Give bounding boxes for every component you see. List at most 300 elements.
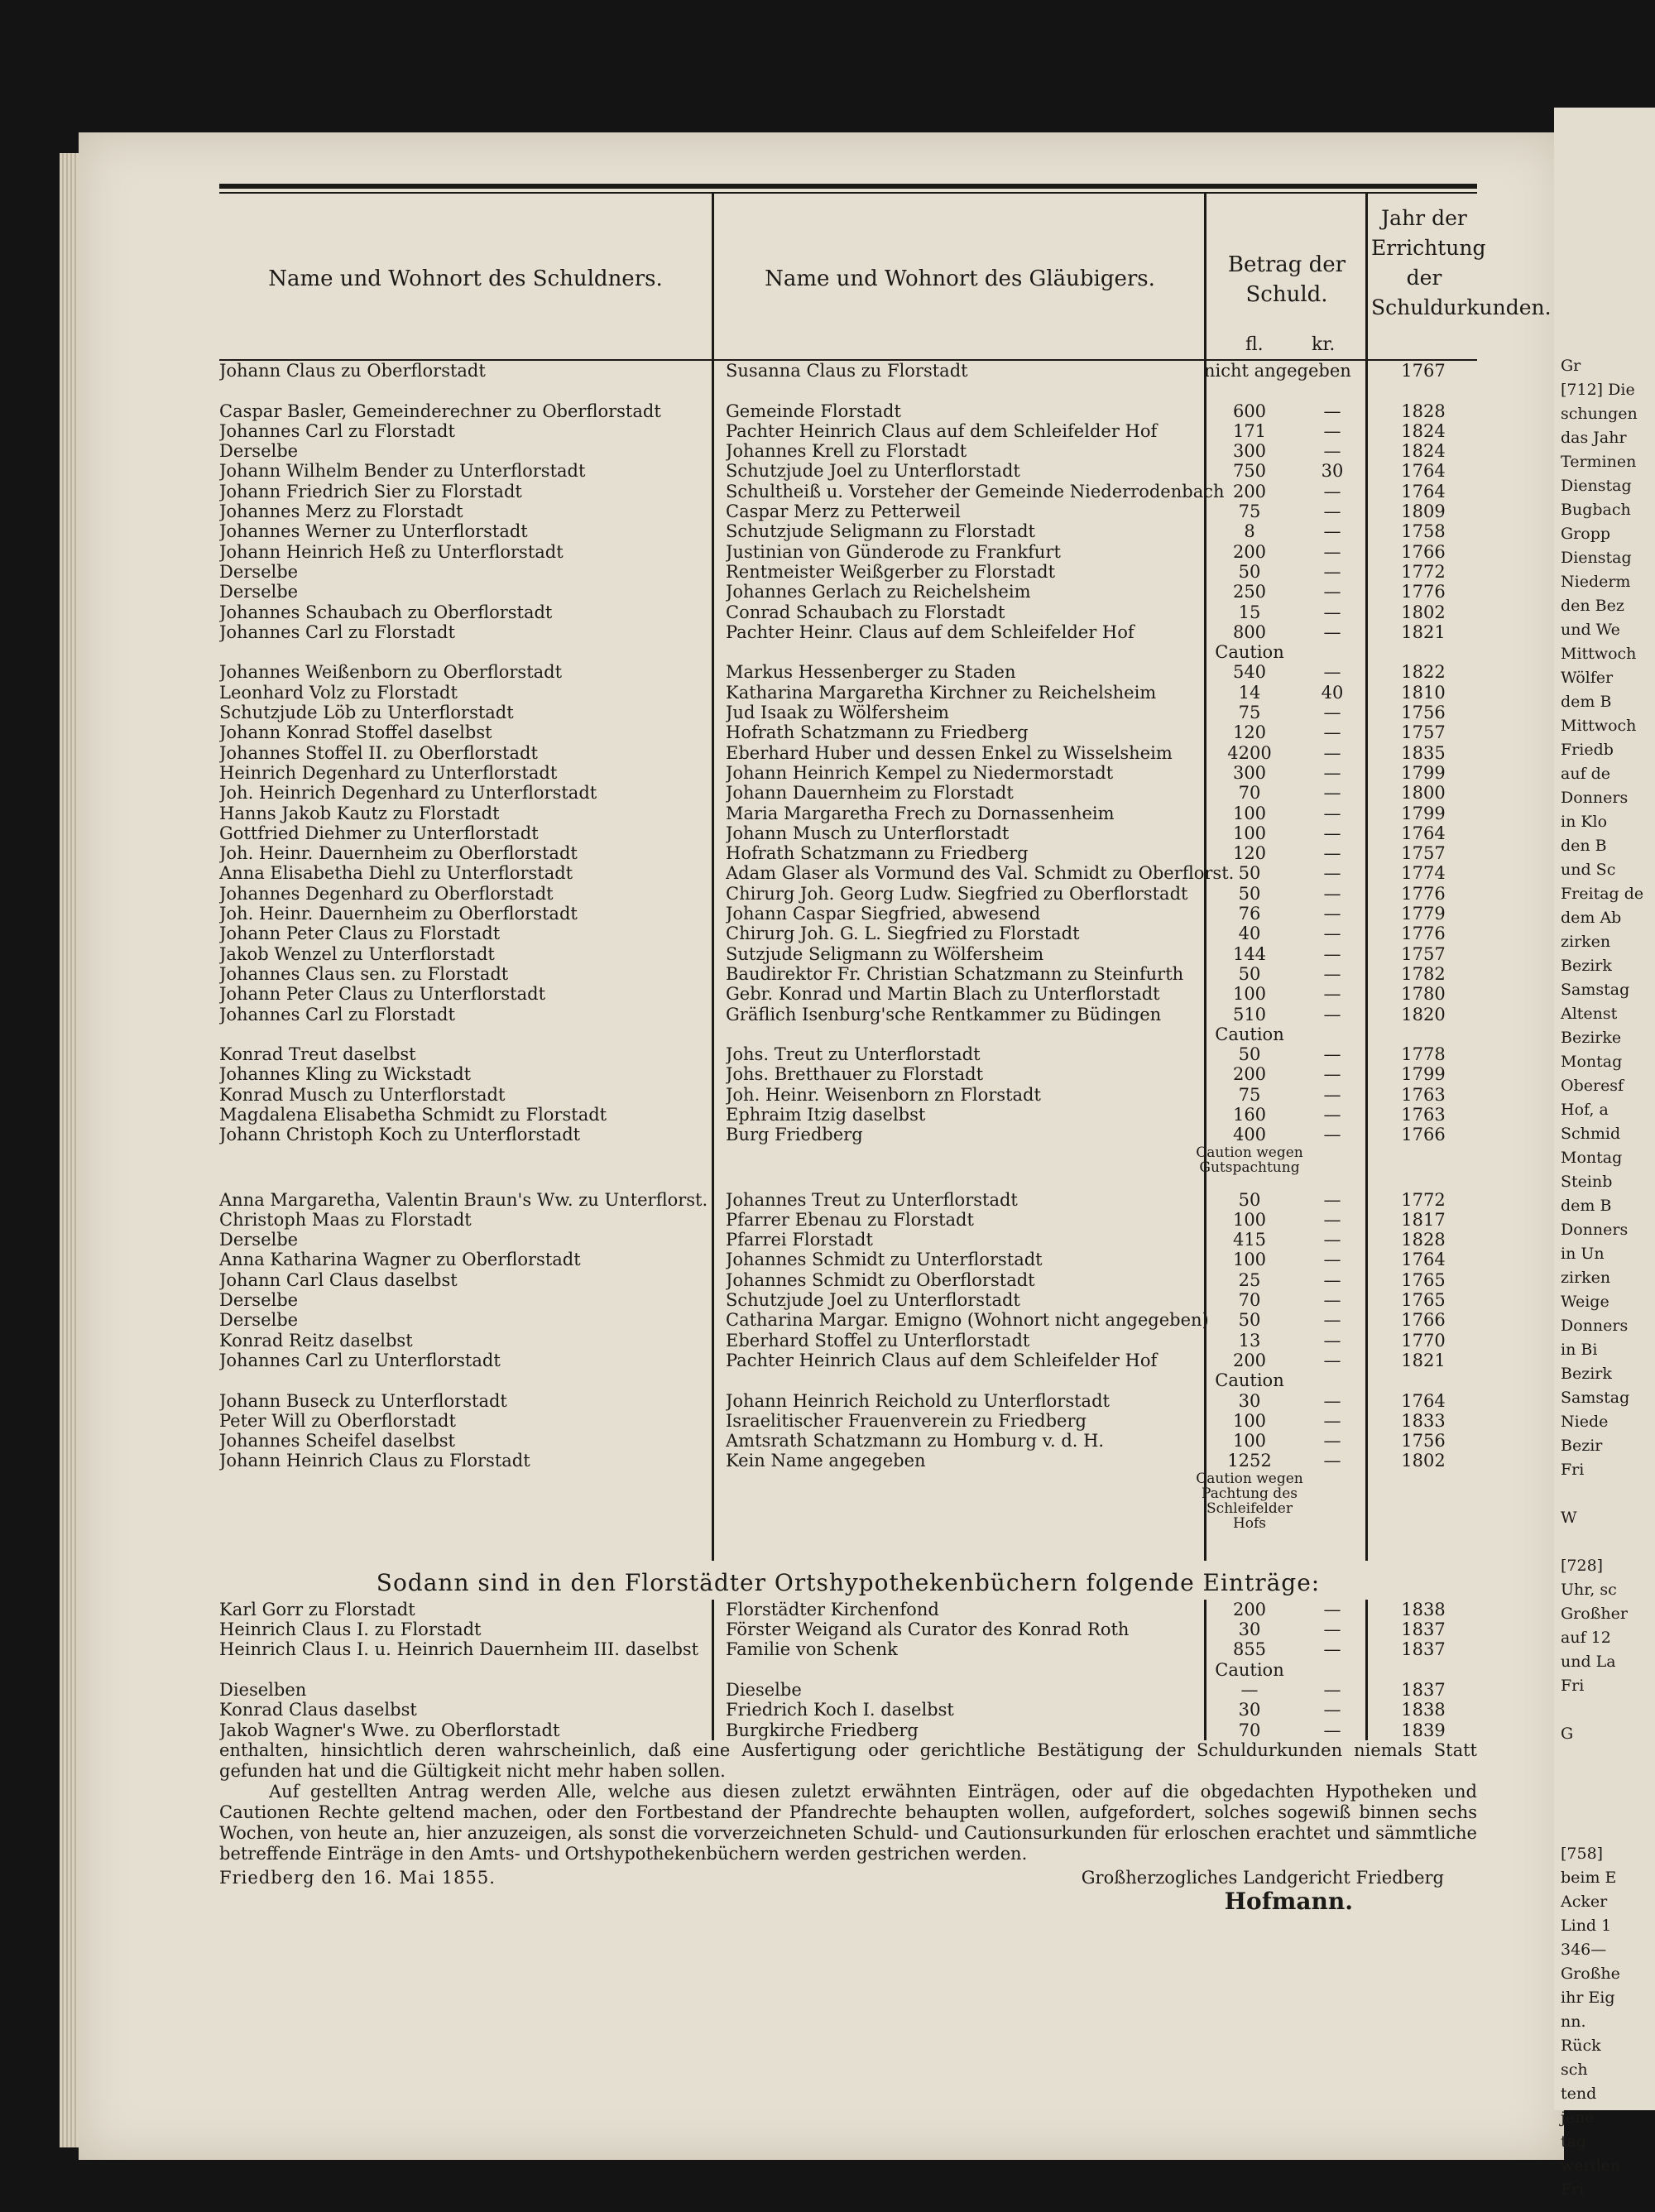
amount-kr-cell: — bbox=[1323, 441, 1341, 462]
year-cell: 1757 bbox=[1401, 843, 1446, 864]
debt-table-2 bbox=[219, 1600, 1477, 1740]
adjacent-page-line: Bezirk bbox=[1561, 957, 1612, 975]
year-cell: 1756 bbox=[1401, 703, 1446, 723]
amount-fl-cell: 4200 bbox=[1227, 742, 1272, 763]
debtor-cell: Leonhard Volz zu Florstadt bbox=[219, 682, 458, 703]
top-rule bbox=[219, 184, 1477, 194]
amount-fl-cell: 70 bbox=[1238, 783, 1261, 804]
creditor-cell: Johann Musch zu Unterflorstadt bbox=[726, 823, 1010, 843]
adjacent-page-line: Friedb bbox=[1561, 741, 1614, 759]
debtor-cell: Johann Peter Claus zu Florstadt bbox=[219, 924, 501, 944]
document-content bbox=[219, 184, 1552, 1915]
amount-fl-cell: Caution bbox=[1215, 1024, 1284, 1044]
year-cell: 1765 bbox=[1401, 1269, 1446, 1290]
year-cell: 1776 bbox=[1401, 924, 1446, 944]
amount-fl-cell: 540 bbox=[1232, 662, 1267, 683]
table-row bbox=[219, 763, 1477, 783]
adjacent-page-line: Weige bbox=[1561, 1293, 1609, 1311]
adjacent-page-line: Donners bbox=[1561, 1221, 1629, 1239]
amount-fl-cell: 200 bbox=[1232, 1350, 1267, 1370]
debtor-cell: Johann Heinrich Claus zu Florstadt bbox=[219, 1451, 530, 1471]
amount-fl-cell: 30 bbox=[1238, 1619, 1261, 1640]
debtor-cell: Anna Elisabetha Diehl zu Unterflorstadt bbox=[219, 863, 573, 884]
amount-kr-cell: — bbox=[1323, 1410, 1341, 1431]
amount-kr-cell: — bbox=[1323, 401, 1341, 421]
year-cell: 1822 bbox=[1401, 662, 1446, 683]
table-row bbox=[219, 642, 1477, 662]
amount-kr-cell: — bbox=[1323, 602, 1341, 622]
creditor-cell: Eberhard Huber und dessen Enkel zu Wisselsheim bbox=[726, 742, 1173, 763]
amount-kr-cell: — bbox=[1323, 924, 1341, 944]
debtor-cell: Johann Christoph Koch zu Unterflorstadt bbox=[219, 1125, 581, 1145]
amount-fl-cell: 50 bbox=[1238, 1044, 1261, 1065]
amount-kr-cell: — bbox=[1323, 1290, 1341, 1311]
amount-fl-cell: 50 bbox=[1238, 863, 1261, 884]
amount-fl-cell: 200 bbox=[1232, 541, 1267, 562]
creditor-cell: Ephraim Itzig daselbst bbox=[726, 1104, 926, 1125]
creditor-cell: Baudirektor Fr. Christian Schatzmann zu Steinfurth bbox=[726, 963, 1184, 984]
debtor-cell: Joh. Heinr. Dauernheim zu Oberflorstadt bbox=[219, 904, 578, 924]
adjacent-page-line: [758] bbox=[1561, 1845, 1604, 1863]
table-row bbox=[219, 521, 1477, 541]
amount-fl-cell: 200 bbox=[1232, 481, 1267, 501]
amount-fl-cell: Caution wegen Pachtung des Schleifelder Hofs bbox=[1196, 1470, 1303, 1532]
amount-fl-cell: Caution bbox=[1215, 642, 1284, 663]
table-row bbox=[219, 1125, 1477, 1144]
creditor-cell: Hofrath Schatzmann zu Friedberg bbox=[726, 722, 1029, 743]
amount-kr-cell: — bbox=[1323, 1639, 1341, 1660]
debtor-cell: Johann Carl Claus daselbst bbox=[219, 1269, 458, 1290]
amount-kr-cell: — bbox=[1323, 1084, 1341, 1105]
amount-kr-cell: — bbox=[1323, 1209, 1341, 1230]
debtor-cell: Johann Buseck zu Unterflorstadt bbox=[219, 1390, 507, 1411]
table-row bbox=[219, 1210, 1477, 1230]
footer-paragraph: enthalten, hinsichtlich deren wahrscheinlich, daß eine Ausfertigung oder gerichtliche Bestätigung der Schuldurkunden niemals Statt gefunden hat und die Gültigkeit nicht mehr haben sollen. bbox=[219, 1739, 1477, 1781]
year-cell: 1837 bbox=[1401, 1619, 1446, 1640]
amount-fl-cell: 13 bbox=[1238, 1330, 1261, 1351]
amount-kr-cell: — bbox=[1323, 582, 1341, 602]
table-row bbox=[219, 1085, 1477, 1105]
debtor-cell: Johannes Kling zu Wickstadt bbox=[219, 1064, 472, 1085]
amount-fl-cell: 100 bbox=[1232, 1209, 1267, 1230]
table-row bbox=[219, 1044, 1477, 1064]
creditor-cell: Schutzjude Joel zu Unterflorstadt bbox=[726, 461, 1020, 482]
year-cell: 1838 bbox=[1401, 1599, 1446, 1619]
adjacent-page-line: Donners bbox=[1561, 1317, 1629, 1335]
year-cell: 1828 bbox=[1401, 401, 1446, 421]
amount-kr-cell: — bbox=[1323, 823, 1341, 843]
adjacent-page-line: nn. bbox=[1561, 2013, 1586, 2031]
table-row bbox=[219, 1639, 1477, 1659]
year-cell: 1799 bbox=[1401, 803, 1446, 823]
table-header bbox=[219, 194, 1552, 361]
creditor-cell: Conrad Schaubach zu Florstadt bbox=[726, 602, 1005, 622]
creditor-cell: Gebr. Konrad und Martin Blach zu Unterflorstadt bbox=[726, 984, 1160, 1005]
year-cell: 1766 bbox=[1401, 1310, 1446, 1331]
debtor-cell: Johannes Stoffel II. zu Oberflorstadt bbox=[219, 742, 538, 763]
year-cell: 1817 bbox=[1401, 1209, 1446, 1230]
creditor-cell: Eberhard Stoffel zu Unterflorstadt bbox=[726, 1330, 1030, 1351]
year-cell: 1765 bbox=[1401, 1290, 1446, 1311]
debtor-cell: Magdalena Elisabetha Schmidt zu Florstadt bbox=[219, 1104, 607, 1125]
amount-kr-cell: — bbox=[1323, 1104, 1341, 1125]
adjacent-page-line: Fri bbox=[1561, 1677, 1585, 1695]
year-cell: 1810 bbox=[1401, 682, 1446, 703]
creditor-cell: Johann Heinrich Reichold zu Unterflorstadt bbox=[726, 1390, 1110, 1411]
adjacent-page-line: und We bbox=[1561, 621, 1620, 639]
year-cell: 1780 bbox=[1401, 984, 1446, 1005]
debtor-cell: Konrad Claus daselbst bbox=[219, 1700, 417, 1720]
amount-kr-cell: — bbox=[1323, 904, 1341, 924]
table-row bbox=[219, 381, 1477, 401]
amount-kr-cell: — bbox=[1323, 1230, 1341, 1250]
creditor-cell: Friedrich Koch I. daselbst bbox=[726, 1700, 954, 1720]
header-debtor: Name und Wohnort des Schuldners. bbox=[268, 266, 663, 291]
creditor-cell: Susanna Claus zu Florstadt bbox=[726, 361, 968, 381]
creditor-cell: Johannes Krell zu Florstadt bbox=[726, 441, 967, 462]
amount-kr-cell: — bbox=[1323, 722, 1341, 743]
table-row bbox=[219, 1391, 1477, 1411]
adjacent-page-line: jene bbox=[1561, 2109, 1595, 2127]
adjacent-page-line: auf de bbox=[1561, 765, 1611, 783]
adjacent-page-line: Oberesf bbox=[1561, 1077, 1624, 1095]
year-cell: 1824 bbox=[1401, 420, 1446, 441]
amount-fl-cell: 70 bbox=[1238, 1720, 1261, 1740]
creditor-cell: Gemeinde Florstadt bbox=[726, 401, 901, 421]
debtor-cell: Derselbe bbox=[219, 1290, 299, 1311]
debtor-cell: Christoph Maas zu Florstadt bbox=[219, 1209, 472, 1230]
column-divider bbox=[1204, 194, 1206, 359]
debtor-cell: Johannes Carl zu Florstadt bbox=[219, 1004, 455, 1024]
amount-fl-cell: 250 bbox=[1232, 582, 1267, 602]
debtor-cell: Konrad Treut daselbst bbox=[219, 1044, 416, 1065]
creditor-cell: Schultheiß u. Vorsteher der Gemeinde Niederrodenbach bbox=[726, 481, 1225, 501]
year-cell: 1757 bbox=[1401, 943, 1446, 964]
amount-fl-cell: 50 bbox=[1238, 1189, 1261, 1210]
amount-kr-cell: — bbox=[1323, 1350, 1341, 1370]
table-row bbox=[219, 482, 1477, 501]
year-cell: 1772 bbox=[1401, 1189, 1446, 1210]
adjacent-page-line: Montag bbox=[1561, 1053, 1623, 1071]
debtor-cell: Joh. Heinrich Degenhard zu Unterflorstadt bbox=[219, 783, 597, 804]
debtor-cell: Peter Will zu Oberflorstadt bbox=[219, 1410, 456, 1431]
adjacent-page-line: Samstag bbox=[1561, 1389, 1630, 1407]
table-row bbox=[219, 964, 1477, 984]
year-cell: 1764 bbox=[1401, 461, 1446, 482]
amount-fl-cell: 171 bbox=[1232, 420, 1267, 441]
amount-kr-cell: — bbox=[1323, 1619, 1341, 1640]
adjacent-page-line: Großher bbox=[1561, 1605, 1628, 1623]
debtor-cell: Dieselben bbox=[219, 1679, 307, 1700]
amount-fl-cell: 70 bbox=[1238, 1290, 1261, 1311]
amount-fl-cell: 30 bbox=[1238, 1390, 1261, 1411]
amount-kr-cell: — bbox=[1323, 420, 1341, 441]
debtor-cell: Konrad Reitz daselbst bbox=[219, 1330, 413, 1351]
amount-fl-cell: 400 bbox=[1232, 1125, 1267, 1145]
amount-fl-cell: 800 bbox=[1232, 621, 1267, 642]
amount-kr-cell: — bbox=[1323, 762, 1341, 783]
creditor-cell: Catharina Margar. Emigno (Wohnort nicht angegeben) bbox=[726, 1310, 1209, 1331]
adjacent-page-line: Wölfer bbox=[1561, 669, 1614, 687]
debtor-cell: Schutzjude Löb zu Unterflorstadt bbox=[219, 703, 514, 723]
creditor-cell: Sutzjude Seligmann zu Wölfersheim bbox=[726, 943, 1044, 964]
year-cell: 1824 bbox=[1401, 441, 1446, 462]
adjacent-page-line: Gr bbox=[1561, 357, 1581, 375]
table-row bbox=[219, 622, 1477, 642]
year-cell: 1764 bbox=[1401, 823, 1446, 843]
adjacent-page-line: in Un bbox=[1561, 1245, 1605, 1263]
debtor-cell: Anna Margaretha, Valentin Braun's Ww. zu Unterflorst. bbox=[219, 1189, 708, 1210]
creditor-cell: Johs. Bretthauer zu Florstadt bbox=[726, 1064, 984, 1085]
amount-fl-cell: 50 bbox=[1238, 1310, 1261, 1331]
adjacent-page-line: und Sc bbox=[1561, 861, 1616, 879]
year-cell: 1778 bbox=[1401, 1044, 1446, 1065]
year-cell: 1756 bbox=[1401, 1431, 1446, 1451]
creditor-cell: Johannes Gerlach zu Reichelsheim bbox=[726, 582, 1031, 602]
table-row bbox=[219, 1720, 1477, 1740]
adjacent-page-line: Mittwoch bbox=[1561, 717, 1637, 735]
year-cell: 1758 bbox=[1401, 521, 1446, 542]
amount-fl-cell: 1252 bbox=[1227, 1451, 1272, 1471]
amount-fl-cell: Caution bbox=[1215, 1659, 1284, 1680]
amount-fl-cell: 25 bbox=[1238, 1269, 1261, 1290]
creditor-cell: Pfarrer Ebenau zu Florstadt bbox=[726, 1209, 974, 1230]
year-cell: 1764 bbox=[1401, 1390, 1446, 1411]
amount-kr-cell: — bbox=[1323, 1125, 1341, 1145]
table-row bbox=[219, 1600, 1477, 1619]
adjacent-page-line: schungen bbox=[1561, 405, 1638, 423]
creditor-cell: Jud Isaak zu Wölfersheim bbox=[726, 703, 949, 723]
creditor-cell: Chirurg Joh. G. L. Siegfried zu Florstadt bbox=[726, 924, 1080, 944]
amount-kr-cell: — bbox=[1323, 1250, 1341, 1270]
adjacent-page-line: tend bbox=[1561, 2085, 1597, 2103]
debtor-cell: Derselbe bbox=[219, 561, 299, 582]
amount-fl-cell: 855 bbox=[1232, 1639, 1267, 1660]
year-cell: 1764 bbox=[1401, 481, 1446, 501]
adjacent-page-line: zirken bbox=[1561, 933, 1611, 951]
debtor-cell: Heinrich Claus I. zu Florstadt bbox=[219, 1619, 482, 1640]
table-row bbox=[219, 1619, 1477, 1639]
amount-kr-cell: — bbox=[1323, 1679, 1341, 1700]
creditor-cell: Burg Friedberg bbox=[726, 1125, 863, 1145]
amount-kr-cell: — bbox=[1323, 963, 1341, 984]
adjacent-page-line: W bbox=[1561, 1509, 1577, 1527]
adjacent-page-line: den Bez bbox=[1561, 597, 1624, 615]
amount-kr-cell: — bbox=[1323, 1004, 1341, 1024]
adjacent-page-line: Bugbach bbox=[1561, 501, 1631, 519]
amount-fl-cell: 100 bbox=[1232, 1410, 1267, 1431]
year-cell: 1776 bbox=[1401, 582, 1446, 602]
debtor-cell: Johannes Merz zu Florstadt bbox=[219, 501, 463, 522]
amount-kr-cell: — bbox=[1323, 984, 1341, 1005]
table-row bbox=[219, 944, 1477, 964]
adjacent-page-line: Montag bbox=[1561, 1149, 1623, 1167]
amount-fl-cell: 15 bbox=[1238, 602, 1261, 622]
debtor-cell: Jakob Wenzel zu Unterflorstadt bbox=[219, 943, 495, 964]
adjacent-page-line: Lind 1 bbox=[1561, 1917, 1612, 1935]
table-row bbox=[219, 823, 1477, 843]
adjacent-page-line: werden bbox=[1561, 2157, 1621, 2175]
creditor-cell: Amtsrath Schatzmann zu Homburg v. d. H. bbox=[726, 1431, 1105, 1451]
amount-kr-cell: — bbox=[1323, 481, 1341, 501]
amount-fl-cell: 144 bbox=[1232, 943, 1267, 964]
debtor-cell: Johannes Werner zu Unterflorstadt bbox=[219, 521, 528, 542]
year-cell: 1800 bbox=[1401, 783, 1446, 804]
adjacent-page-line: zirken bbox=[1561, 1269, 1611, 1287]
section-heading: Sodann sind in den Florstädter Ortshypothekenbüchern folgende Einträge: bbox=[376, 1568, 1321, 1596]
amount-fl-cell: 50 bbox=[1238, 883, 1261, 904]
adjacent-page-line: auf 12 bbox=[1561, 1629, 1611, 1647]
year-cell: 1821 bbox=[1401, 1350, 1446, 1370]
debtor-cell: Derselbe bbox=[219, 1230, 299, 1250]
debtor-cell: Joh. Heinr. Dauernheim zu Oberflorstadt bbox=[219, 843, 578, 864]
adjacent-page-line: [728] bbox=[1561, 1557, 1604, 1575]
adjacent-page-line: Terminen bbox=[1561, 453, 1637, 471]
amount-fl-cell: 75 bbox=[1238, 703, 1261, 723]
year-cell: 1767 bbox=[1401, 361, 1446, 381]
debtor-cell: Johannes Carl zu Unterflorstadt bbox=[219, 1350, 501, 1370]
creditor-cell: Chirurg Joh. Georg Ludw. Siegfried zu Oberflorstadt bbox=[726, 883, 1188, 904]
table-row bbox=[219, 783, 1477, 803]
table-row bbox=[219, 703, 1477, 722]
amount-fl-cell: 100 bbox=[1232, 803, 1267, 823]
amount-fl-cell: 100 bbox=[1232, 1431, 1267, 1451]
footer-paragraph: Auf gestellten Antrag werden Alle, welche aus diesen zuletzt erwähnten Einträgen, oder auf die obgedachten Hypotheken und Cautionen Rechte geltend machen, oder den Fortbestand der Pfandrechte behaupten wollen, aufgefordert, solches sogewiß binnen sechs Wochen, von heute an, hier anzuzeigen, als sonst die vorverzeichneten Schuld- und Cautionsurkunden für erloschen erachtet und sämmtliche betreffende Einträge in den Amts- und Ortshypothekenbüchern werden gestrichen werden. bbox=[219, 1781, 1477, 1864]
year-cell: 1799 bbox=[1401, 762, 1446, 783]
year-cell: 1763 bbox=[1401, 1104, 1446, 1125]
year-cell: 1820 bbox=[1401, 1004, 1446, 1024]
header-unit-kr: kr. bbox=[1312, 334, 1336, 355]
table-row bbox=[219, 1005, 1477, 1024]
amount-fl-cell: 200 bbox=[1232, 1599, 1267, 1619]
year-cell: 1782 bbox=[1401, 963, 1446, 984]
table-row bbox=[219, 1310, 1477, 1330]
debtor-cell: Johannes Claus sen. zu Florstadt bbox=[219, 963, 509, 984]
table-row bbox=[219, 1270, 1477, 1290]
year-cell: 1833 bbox=[1401, 1410, 1446, 1431]
amount-fl-cell: 50 bbox=[1238, 561, 1261, 582]
year-cell: 1809 bbox=[1401, 501, 1446, 522]
debtor-cell: Johann Friedrich Sier zu Florstadt bbox=[219, 481, 522, 501]
adjacent-page-line: [712] Die bbox=[1561, 381, 1635, 399]
adjacent-page-line: Altenst bbox=[1561, 1005, 1618, 1023]
amount-fl-cell: 600 bbox=[1232, 401, 1267, 421]
amount-kr-cell: — bbox=[1323, 1189, 1341, 1210]
court-name: Großherzogliches Landgericht Friedberg bbox=[1081, 1867, 1444, 1888]
creditor-cell: Johann Dauernheim zu Florstadt bbox=[726, 783, 1014, 804]
amount-fl-cell: 160 bbox=[1232, 1104, 1267, 1125]
table-row bbox=[219, 1471, 1477, 1561]
year-cell: 1766 bbox=[1401, 541, 1446, 562]
amount-kr-cell: — bbox=[1323, 1044, 1341, 1065]
creditor-cell: Florstädter Kirchenfond bbox=[726, 1599, 939, 1619]
debtor-cell: Caspar Basler, Gemeinderechner zu Oberflorstadt bbox=[219, 401, 661, 421]
debtor-cell: Jakob Wagner's Wwe. zu Oberflorstadt bbox=[219, 1720, 560, 1740]
year-cell: 1839 bbox=[1401, 1720, 1446, 1740]
debtor-cell: Derselbe bbox=[219, 1310, 299, 1331]
table-row bbox=[219, 441, 1477, 461]
adjacent-page-line: Samstag bbox=[1561, 981, 1630, 999]
creditor-cell: Pachter Heinr. Claus auf dem Schleifelder Hof bbox=[726, 621, 1135, 642]
adjacent-page-line: tag bbox=[1561, 2133, 1587, 2151]
amount-kr-cell: — bbox=[1323, 662, 1341, 683]
debtor-cell: Johann Heinrich Heß zu Unterflorstadt bbox=[219, 541, 564, 562]
adjacent-page-line: Bezir bbox=[1561, 1437, 1603, 1455]
adjacent-page-line: beim E bbox=[1561, 1869, 1617, 1887]
amount-kr-cell: — bbox=[1323, 621, 1341, 642]
table-row bbox=[219, 401, 1477, 421]
table-row bbox=[219, 1660, 1477, 1680]
amount-fl-cell: 75 bbox=[1238, 1084, 1261, 1105]
table-row bbox=[219, 924, 1477, 943]
amount-kr-cell: — bbox=[1323, 1390, 1341, 1411]
amount-fl-cell: 40 bbox=[1238, 924, 1261, 944]
table-row bbox=[219, 582, 1477, 602]
table-row bbox=[219, 1190, 1477, 1210]
amount-kr-cell: — bbox=[1323, 541, 1341, 562]
adjacent-page-line: Acker bbox=[1561, 1893, 1608, 1911]
debtor-cell: Konrad Musch zu Unterflorstadt bbox=[219, 1084, 506, 1105]
creditor-cell: Pachter Heinrich Claus auf dem Schleifelder Hof bbox=[726, 1350, 1158, 1370]
amount-fl-cell: 415 bbox=[1232, 1230, 1267, 1250]
year-cell: 1779 bbox=[1401, 904, 1446, 924]
table-row bbox=[219, 1351, 1477, 1370]
amount-kr-cell: — bbox=[1323, 703, 1341, 723]
footer-text bbox=[219, 1740, 1477, 1915]
adjacent-page-line: Rück bbox=[1561, 2037, 1601, 2055]
adjacent-page-line: Steinb bbox=[1561, 1173, 1613, 1191]
amount-kr-cell: — bbox=[1323, 843, 1341, 864]
header-creditor: Name und Wohnort des Gläubigers. bbox=[765, 266, 1155, 291]
amount-fl-cell: 750 bbox=[1232, 461, 1267, 482]
table-row bbox=[219, 1331, 1477, 1351]
debtor-cell: Derselbe bbox=[219, 441, 299, 462]
adjacent-page-line: Bezirk bbox=[1561, 1365, 1612, 1383]
creditor-cell: Schutzjude Joel zu Unterflorstadt bbox=[726, 1290, 1020, 1311]
year-cell: 1763 bbox=[1401, 1084, 1446, 1105]
amount-kr-cell: 30 bbox=[1321, 461, 1344, 482]
table-row bbox=[219, 1431, 1477, 1451]
debtor-cell: Hanns Jakob Kautz zu Florstadt bbox=[219, 803, 500, 823]
creditor-cell: Gräflich Isenburg'sche Rentkammer zu Büdingen bbox=[726, 1004, 1162, 1024]
adjacent-page-line: ihr Eig bbox=[1561, 1989, 1615, 2007]
year-cell: 1838 bbox=[1401, 1700, 1446, 1720]
amount-fl-cell: 510 bbox=[1232, 1004, 1267, 1024]
table-row bbox=[219, 602, 1477, 622]
table-row bbox=[219, 1250, 1477, 1269]
creditor-cell: Johann Caspar Siegfried, abwesend bbox=[726, 904, 1041, 924]
year-cell: 1776 bbox=[1401, 883, 1446, 904]
amount-fl-cell: 50 bbox=[1238, 963, 1261, 984]
creditor-cell: Johannes Treut zu Unterflorstadt bbox=[726, 1189, 1018, 1210]
creditor-cell: Johs. Treut zu Unterflorstadt bbox=[726, 1044, 981, 1065]
header-year: Jahr der Errichtung der Schuldurkunden. bbox=[1371, 206, 1552, 319]
table-row bbox=[219, 1411, 1477, 1431]
header-unit-fl: fl. bbox=[1245, 334, 1264, 355]
amount-fl-cell: 100 bbox=[1232, 984, 1267, 1005]
table-row bbox=[219, 461, 1477, 481]
creditor-cell: Johannes Schmidt zu Unterflorstadt bbox=[726, 1250, 1043, 1270]
amount-kr-cell: — bbox=[1323, 742, 1341, 763]
amount-kr-cell: — bbox=[1323, 943, 1341, 964]
adjacent-page-line: Niederm bbox=[1561, 573, 1631, 591]
adjacent-page-line: dem Ab bbox=[1561, 909, 1622, 927]
creditor-cell: Rentmeister Weißgerber zu Florstadt bbox=[726, 561, 1056, 582]
amount-fl-cell: 120 bbox=[1232, 843, 1267, 864]
table-row bbox=[219, 562, 1477, 582]
adjacent-page-line: Dienstag bbox=[1561, 549, 1632, 567]
amount-kr-cell: — bbox=[1323, 883, 1341, 904]
